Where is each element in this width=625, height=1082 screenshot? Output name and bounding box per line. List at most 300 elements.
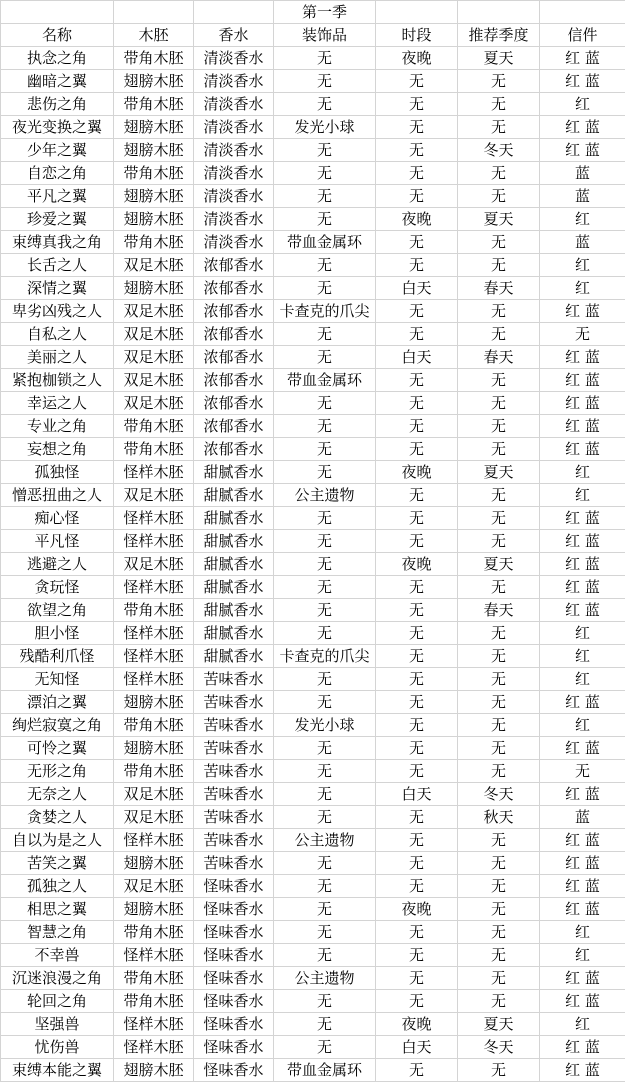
- letters-cell[interactable]: 红 蓝: [540, 852, 625, 875]
- header-blank-cell[interactable]: [194, 1, 274, 24]
- time-cell[interactable]: 无: [376, 323, 458, 346]
- decoration-cell[interactable]: 无: [274, 323, 376, 346]
- time-cell[interactable]: 无: [376, 93, 458, 116]
- time-cell[interactable]: 无: [376, 944, 458, 967]
- wood-base-cell[interactable]: 带角木胚: [114, 415, 194, 438]
- name-cell[interactable]: 残酷利爪怪: [1, 645, 114, 668]
- perfume-cell[interactable]: 甜腻香水: [194, 553, 274, 576]
- season-cell[interactable]: 无: [458, 484, 540, 507]
- season-cell[interactable]: 夏天: [458, 47, 540, 70]
- time-cell[interactable]: 无: [376, 622, 458, 645]
- time-cell[interactable]: 夜晚: [376, 898, 458, 921]
- decoration-cell[interactable]: 无: [274, 691, 376, 714]
- letters-cell[interactable]: 蓝: [540, 231, 625, 254]
- season-cell[interactable]: 无: [458, 438, 540, 461]
- perfume-cell[interactable]: 浓郁香水: [194, 346, 274, 369]
- time-cell[interactable]: 无: [376, 852, 458, 875]
- name-cell[interactable]: 相思之翼: [1, 898, 114, 921]
- column-header-letters[interactable]: 信件: [540, 24, 625, 47]
- name-cell[interactable]: 贪玩怪: [1, 576, 114, 599]
- time-cell[interactable]: 无: [376, 438, 458, 461]
- name-cell[interactable]: 夜光变换之翼: [1, 116, 114, 139]
- letters-cell[interactable]: 红: [540, 254, 625, 277]
- time-cell[interactable]: 无: [376, 806, 458, 829]
- time-cell[interactable]: 无: [376, 300, 458, 323]
- time-cell[interactable]: 无: [376, 714, 458, 737]
- season-cell[interactable]: 春天: [458, 599, 540, 622]
- wood-base-cell[interactable]: 带角木胚: [114, 714, 194, 737]
- perfume-cell[interactable]: 浓郁香水: [194, 438, 274, 461]
- letters-cell[interactable]: 红 蓝: [540, 438, 625, 461]
- name-cell[interactable]: 平凡之翼: [1, 185, 114, 208]
- wood-base-cell[interactable]: 双足木胚: [114, 346, 194, 369]
- decoration-cell[interactable]: 无: [274, 208, 376, 231]
- decoration-cell[interactable]: 无: [274, 254, 376, 277]
- time-cell[interactable]: 无: [376, 645, 458, 668]
- name-cell[interactable]: 长舌之人: [1, 254, 114, 277]
- time-cell[interactable]: 无: [376, 507, 458, 530]
- letters-cell[interactable]: 无: [540, 323, 625, 346]
- season-cell[interactable]: 无: [458, 1059, 540, 1082]
- header-blank-cell[interactable]: [540, 1, 625, 24]
- wood-base-cell[interactable]: 双足木胚: [114, 323, 194, 346]
- decoration-cell[interactable]: 无: [274, 668, 376, 691]
- name-cell[interactable]: 幸运之人: [1, 392, 114, 415]
- letters-cell[interactable]: 红 蓝: [540, 139, 625, 162]
- wood-base-cell[interactable]: 双足木胚: [114, 392, 194, 415]
- perfume-cell[interactable]: 甜腻香水: [194, 599, 274, 622]
- letters-cell[interactable]: 红 蓝: [540, 898, 625, 921]
- name-cell[interactable]: 卑劣凶残之人: [1, 300, 114, 323]
- wood-base-cell[interactable]: 双足木胚: [114, 783, 194, 806]
- decoration-cell[interactable]: 无: [274, 576, 376, 599]
- name-cell[interactable]: 束缚真我之角: [1, 231, 114, 254]
- name-cell[interactable]: 痴心怪: [1, 507, 114, 530]
- perfume-cell[interactable]: 怪味香水: [194, 1013, 274, 1036]
- decoration-cell[interactable]: 无: [274, 139, 376, 162]
- perfume-cell[interactable]: 甜腻香水: [194, 576, 274, 599]
- perfume-cell[interactable]: 怪味香水: [194, 967, 274, 990]
- wood-base-cell[interactable]: 怪样木胚: [114, 829, 194, 852]
- perfume-cell[interactable]: 浓郁香水: [194, 415, 274, 438]
- decoration-cell[interactable]: 无: [274, 1036, 376, 1059]
- time-cell[interactable]: 无: [376, 576, 458, 599]
- season-cell[interactable]: 无: [458, 898, 540, 921]
- wood-base-cell[interactable]: 怪样木胚: [114, 622, 194, 645]
- season-cell[interactable]: 无: [458, 323, 540, 346]
- decoration-cell[interactable]: 无: [274, 921, 376, 944]
- name-cell[interactable]: 自私之人: [1, 323, 114, 346]
- wood-base-cell[interactable]: 怪样木胚: [114, 944, 194, 967]
- perfume-cell[interactable]: 浓郁香水: [194, 392, 274, 415]
- letters-cell[interactable]: 红: [540, 622, 625, 645]
- time-cell[interactable]: 无: [376, 737, 458, 760]
- perfume-cell[interactable]: 甜腻香水: [194, 645, 274, 668]
- time-cell[interactable]: 无: [376, 668, 458, 691]
- decoration-cell[interactable]: 带血金属环: [274, 1059, 376, 1082]
- decoration-cell[interactable]: 无: [274, 553, 376, 576]
- time-cell[interactable]: 无: [376, 484, 458, 507]
- decoration-cell[interactable]: 无: [274, 737, 376, 760]
- perfume-cell[interactable]: 清淡香水: [194, 185, 274, 208]
- perfume-cell[interactable]: 苦味香水: [194, 691, 274, 714]
- wood-base-cell[interactable]: 双足木胚: [114, 553, 194, 576]
- name-cell[interactable]: 逃避之人: [1, 553, 114, 576]
- wood-base-cell[interactable]: 翅膀木胚: [114, 185, 194, 208]
- letters-cell[interactable]: 红: [540, 461, 625, 484]
- perfume-cell[interactable]: 苦味香水: [194, 829, 274, 852]
- season-cell[interactable]: 无: [458, 162, 540, 185]
- time-cell[interactable]: 无: [376, 967, 458, 990]
- name-cell[interactable]: 孤独之人: [1, 875, 114, 898]
- season-cell[interactable]: 无: [458, 944, 540, 967]
- name-cell[interactable]: 沉迷浪漫之角: [1, 967, 114, 990]
- season-cell[interactable]: 夏天: [458, 208, 540, 231]
- decoration-cell[interactable]: 无: [274, 783, 376, 806]
- season-cell[interactable]: 无: [458, 530, 540, 553]
- wood-base-cell[interactable]: 带角木胚: [114, 231, 194, 254]
- letters-cell[interactable]: 红: [540, 944, 625, 967]
- letters-cell[interactable]: 红 蓝: [540, 300, 625, 323]
- perfume-cell[interactable]: 苦味香水: [194, 783, 274, 806]
- decoration-cell[interactable]: 发光小球: [274, 116, 376, 139]
- wood-base-cell[interactable]: 翅膀木胚: [114, 898, 194, 921]
- wood-base-cell[interactable]: 带角木胚: [114, 93, 194, 116]
- wood-base-cell[interactable]: 翅膀木胚: [114, 691, 194, 714]
- letters-cell[interactable]: 红: [540, 208, 625, 231]
- perfume-cell[interactable]: 清淡香水: [194, 93, 274, 116]
- decoration-cell[interactable]: 无: [274, 185, 376, 208]
- letters-cell[interactable]: 红: [540, 645, 625, 668]
- name-cell[interactable]: 悲伤之角: [1, 93, 114, 116]
- decoration-cell[interactable]: 无: [274, 760, 376, 783]
- season-cell[interactable]: 无: [458, 829, 540, 852]
- time-cell[interactable]: 无: [376, 392, 458, 415]
- time-cell[interactable]: 白天: [376, 1036, 458, 1059]
- season-cell[interactable]: 无: [458, 300, 540, 323]
- time-cell[interactable]: 无: [376, 599, 458, 622]
- perfume-cell[interactable]: 清淡香水: [194, 47, 274, 70]
- letters-cell[interactable]: 红 蓝: [540, 875, 625, 898]
- decoration-cell[interactable]: 公主遗物: [274, 484, 376, 507]
- perfume-cell[interactable]: 浓郁香水: [194, 323, 274, 346]
- name-cell[interactable]: 自以为是之人: [1, 829, 114, 852]
- decoration-cell[interactable]: 无: [274, 93, 376, 116]
- name-cell[interactable]: 孤独怪: [1, 461, 114, 484]
- time-cell[interactable]: 无: [376, 139, 458, 162]
- header-blank-cell[interactable]: [376, 1, 458, 24]
- letters-cell[interactable]: 红 蓝: [540, 415, 625, 438]
- letters-cell[interactable]: 红: [540, 93, 625, 116]
- name-cell[interactable]: 坚强兽: [1, 1013, 114, 1036]
- time-cell[interactable]: 无: [376, 921, 458, 944]
- letters-cell[interactable]: 蓝: [540, 162, 625, 185]
- column-header-wood-base[interactable]: 木胚: [114, 24, 194, 47]
- decoration-cell[interactable]: 无: [274, 990, 376, 1013]
- season-cell[interactable]: 无: [458, 93, 540, 116]
- wood-base-cell[interactable]: 怪样木胚: [114, 530, 194, 553]
- season-title-cell[interactable]: 第一季: [274, 1, 376, 24]
- letters-cell[interactable]: 红 蓝: [540, 47, 625, 70]
- name-cell[interactable]: 美丽之人: [1, 346, 114, 369]
- decoration-cell[interactable]: 无: [274, 277, 376, 300]
- perfume-cell[interactable]: 苦味香水: [194, 668, 274, 691]
- decoration-cell[interactable]: 发光小球: [274, 714, 376, 737]
- wood-base-cell[interactable]: 怪样木胚: [114, 507, 194, 530]
- letters-cell[interactable]: 红 蓝: [540, 576, 625, 599]
- decoration-cell[interactable]: 无: [274, 806, 376, 829]
- wood-base-cell[interactable]: 带角木胚: [114, 921, 194, 944]
- time-cell[interactable]: 无: [376, 70, 458, 93]
- wood-base-cell[interactable]: 带角木胚: [114, 967, 194, 990]
- name-cell[interactable]: 无形之角: [1, 760, 114, 783]
- time-cell[interactable]: 无: [376, 530, 458, 553]
- letters-cell[interactable]: 红 蓝: [540, 967, 625, 990]
- decoration-cell[interactable]: 无: [274, 530, 376, 553]
- name-cell[interactable]: 少年之翼: [1, 139, 114, 162]
- decoration-cell[interactable]: 无: [274, 346, 376, 369]
- season-cell[interactable]: 冬天: [458, 139, 540, 162]
- time-cell[interactable]: 无: [376, 185, 458, 208]
- decoration-cell[interactable]: 无: [274, 944, 376, 967]
- perfume-cell[interactable]: 清淡香水: [194, 70, 274, 93]
- season-cell[interactable]: 无: [458, 737, 540, 760]
- name-cell[interactable]: 智慧之角: [1, 921, 114, 944]
- season-cell[interactable]: 无: [458, 70, 540, 93]
- season-cell[interactable]: 无: [458, 875, 540, 898]
- name-cell[interactable]: 紧抱枷锁之人: [1, 369, 114, 392]
- season-cell[interactable]: 冬天: [458, 1036, 540, 1059]
- decoration-cell[interactable]: 带血金属环: [274, 369, 376, 392]
- wood-base-cell[interactable]: 带角木胚: [114, 599, 194, 622]
- wood-base-cell[interactable]: 双足木胚: [114, 875, 194, 898]
- perfume-cell[interactable]: 清淡香水: [194, 116, 274, 139]
- letters-cell[interactable]: 蓝: [540, 185, 625, 208]
- wood-base-cell[interactable]: 双足木胚: [114, 254, 194, 277]
- time-cell[interactable]: 夜晚: [376, 461, 458, 484]
- column-header-decoration[interactable]: 装饰品: [274, 24, 376, 47]
- perfume-cell[interactable]: 甜腻香水: [194, 461, 274, 484]
- column-header-perfume[interactable]: 香水: [194, 24, 274, 47]
- letters-cell[interactable]: 红 蓝: [540, 392, 625, 415]
- letters-cell[interactable]: 红: [540, 277, 625, 300]
- column-header-name[interactable]: 名称: [1, 24, 114, 47]
- wood-base-cell[interactable]: 双足木胚: [114, 484, 194, 507]
- perfume-cell[interactable]: 清淡香水: [194, 139, 274, 162]
- perfume-cell[interactable]: 怪味香水: [194, 944, 274, 967]
- season-cell[interactable]: 夏天: [458, 1013, 540, 1036]
- season-cell[interactable]: 无: [458, 254, 540, 277]
- perfume-cell[interactable]: 苦味香水: [194, 737, 274, 760]
- season-cell[interactable]: 冬天: [458, 783, 540, 806]
- letters-cell[interactable]: 红 蓝: [540, 691, 625, 714]
- column-header-time[interactable]: 时段: [376, 24, 458, 47]
- wood-base-cell[interactable]: 翅膀木胚: [114, 1059, 194, 1082]
- season-cell[interactable]: 秋天: [458, 806, 540, 829]
- letters-cell[interactable]: 红 蓝: [540, 990, 625, 1013]
- season-cell[interactable]: 无: [458, 116, 540, 139]
- decoration-cell[interactable]: 无: [274, 599, 376, 622]
- perfume-cell[interactable]: 浓郁香水: [194, 254, 274, 277]
- letters-cell[interactable]: 红 蓝: [540, 116, 625, 139]
- wood-base-cell[interactable]: 双足木胚: [114, 806, 194, 829]
- name-cell[interactable]: 轮回之角: [1, 990, 114, 1013]
- perfume-cell[interactable]: 怪味香水: [194, 921, 274, 944]
- perfume-cell[interactable]: 甜腻香水: [194, 622, 274, 645]
- wood-base-cell[interactable]: 带角木胚: [114, 990, 194, 1013]
- wood-base-cell[interactable]: 翅膀木胚: [114, 208, 194, 231]
- time-cell[interactable]: 白天: [376, 783, 458, 806]
- perfume-cell[interactable]: 怪味香水: [194, 875, 274, 898]
- letters-cell[interactable]: 红 蓝: [540, 346, 625, 369]
- header-blank-cell[interactable]: [458, 1, 540, 24]
- letters-cell[interactable]: 红 蓝: [540, 599, 625, 622]
- season-cell[interactable]: 春天: [458, 346, 540, 369]
- decoration-cell[interactable]: 无: [274, 47, 376, 70]
- decoration-cell[interactable]: 无: [274, 852, 376, 875]
- column-header-season[interactable]: 推荐季度: [458, 24, 540, 47]
- time-cell[interactable]: 无: [376, 231, 458, 254]
- season-cell[interactable]: 无: [458, 185, 540, 208]
- perfume-cell[interactable]: 怪味香水: [194, 1059, 274, 1082]
- season-cell[interactable]: 无: [458, 852, 540, 875]
- decoration-cell[interactable]: 卡查克的爪尖: [274, 645, 376, 668]
- name-cell[interactable]: 漂泊之翼: [1, 691, 114, 714]
- season-cell[interactable]: 无: [458, 392, 540, 415]
- name-cell[interactable]: 憎恶扭曲之人: [1, 484, 114, 507]
- time-cell[interactable]: 无: [376, 116, 458, 139]
- decoration-cell[interactable]: 卡查克的爪尖: [274, 300, 376, 323]
- letters-cell[interactable]: 红: [540, 714, 625, 737]
- wood-base-cell[interactable]: 翅膀木胚: [114, 139, 194, 162]
- perfume-cell[interactable]: 怪味香水: [194, 898, 274, 921]
- time-cell[interactable]: 夜晚: [376, 47, 458, 70]
- wood-base-cell[interactable]: 带角木胚: [114, 760, 194, 783]
- name-cell[interactable]: 深情之翼: [1, 277, 114, 300]
- season-cell[interactable]: 无: [458, 415, 540, 438]
- wood-base-cell[interactable]: 带角木胚: [114, 438, 194, 461]
- letters-cell[interactable]: 红 蓝: [540, 737, 625, 760]
- decoration-cell[interactable]: 无: [274, 392, 376, 415]
- wood-base-cell[interactable]: 怪样木胚: [114, 1013, 194, 1036]
- perfume-cell[interactable]: 浓郁香水: [194, 277, 274, 300]
- letters-cell[interactable]: 红: [540, 484, 625, 507]
- header-blank-cell[interactable]: [1, 1, 114, 24]
- perfume-cell[interactable]: 甜腻香水: [194, 507, 274, 530]
- time-cell[interactable]: 无: [376, 254, 458, 277]
- time-cell[interactable]: 白天: [376, 346, 458, 369]
- perfume-cell[interactable]: 苦味香水: [194, 714, 274, 737]
- name-cell[interactable]: 苦笑之翼: [1, 852, 114, 875]
- decoration-cell[interactable]: 无: [274, 622, 376, 645]
- letters-cell[interactable]: 红 蓝: [540, 70, 625, 93]
- name-cell[interactable]: 胆小怪: [1, 622, 114, 645]
- wood-base-cell[interactable]: 带角木胚: [114, 47, 194, 70]
- time-cell[interactable]: 夜晚: [376, 208, 458, 231]
- perfume-cell[interactable]: 清淡香水: [194, 208, 274, 231]
- time-cell[interactable]: 无: [376, 829, 458, 852]
- name-cell[interactable]: 幽暗之翼: [1, 70, 114, 93]
- perfume-cell[interactable]: 浓郁香水: [194, 300, 274, 323]
- time-cell[interactable]: 无: [376, 990, 458, 1013]
- wood-base-cell[interactable]: 怪样木胚: [114, 576, 194, 599]
- name-cell[interactable]: 无奈之人: [1, 783, 114, 806]
- season-cell[interactable]: 夏天: [458, 553, 540, 576]
- name-cell[interactable]: 平凡怪: [1, 530, 114, 553]
- wood-base-cell[interactable]: 怪样木胚: [114, 461, 194, 484]
- time-cell[interactable]: 无: [376, 875, 458, 898]
- wood-base-cell[interactable]: 怪样木胚: [114, 645, 194, 668]
- decoration-cell[interactable]: 无: [274, 898, 376, 921]
- season-cell[interactable]: 无: [458, 668, 540, 691]
- time-cell[interactable]: 夜晚: [376, 553, 458, 576]
- perfume-cell[interactable]: 苦味香水: [194, 760, 274, 783]
- name-cell[interactable]: 执念之角: [1, 47, 114, 70]
- name-cell[interactable]: 可怜之翼: [1, 737, 114, 760]
- decoration-cell[interactable]: 公主遗物: [274, 967, 376, 990]
- perfume-cell[interactable]: 清淡香水: [194, 231, 274, 254]
- time-cell[interactable]: 无: [376, 760, 458, 783]
- perfume-cell[interactable]: 苦味香水: [194, 806, 274, 829]
- time-cell[interactable]: 无: [376, 415, 458, 438]
- letters-cell[interactable]: 红 蓝: [540, 553, 625, 576]
- name-cell[interactable]: 束缚本能之翼: [1, 1059, 114, 1082]
- decoration-cell[interactable]: 无: [274, 1013, 376, 1036]
- name-cell[interactable]: 妄想之角: [1, 438, 114, 461]
- time-cell[interactable]: 无: [376, 369, 458, 392]
- season-cell[interactable]: 无: [458, 714, 540, 737]
- wood-base-cell[interactable]: 带角木胚: [114, 162, 194, 185]
- name-cell[interactable]: 珍爱之翼: [1, 208, 114, 231]
- wood-base-cell[interactable]: 翅膀木胚: [114, 70, 194, 93]
- decoration-cell[interactable]: 无: [274, 438, 376, 461]
- letters-cell[interactable]: 蓝: [540, 806, 625, 829]
- season-cell[interactable]: 无: [458, 760, 540, 783]
- wood-base-cell[interactable]: 双足木胚: [114, 369, 194, 392]
- wood-base-cell[interactable]: 怪样木胚: [114, 668, 194, 691]
- letters-cell[interactable]: 红 蓝: [540, 1059, 625, 1082]
- letters-cell[interactable]: 红 蓝: [540, 530, 625, 553]
- time-cell[interactable]: 无: [376, 691, 458, 714]
- decoration-cell[interactable]: 无: [274, 70, 376, 93]
- letters-cell[interactable]: 红 蓝: [540, 783, 625, 806]
- letters-cell[interactable]: 红 蓝: [540, 829, 625, 852]
- decoration-cell[interactable]: 无: [274, 875, 376, 898]
- wood-base-cell[interactable]: 双足木胚: [114, 300, 194, 323]
- decoration-cell[interactable]: 带血金属环: [274, 231, 376, 254]
- decoration-cell[interactable]: 公主遗物: [274, 829, 376, 852]
- season-cell[interactable]: 无: [458, 921, 540, 944]
- name-cell[interactable]: 绚烂寂寞之角: [1, 714, 114, 737]
- season-cell[interactable]: 无: [458, 691, 540, 714]
- name-cell[interactable]: 不幸兽: [1, 944, 114, 967]
- letters-cell[interactable]: 红: [540, 1013, 625, 1036]
- perfume-cell[interactable]: 浓郁香水: [194, 369, 274, 392]
- letters-cell[interactable]: 无: [540, 760, 625, 783]
- season-cell[interactable]: 夏天: [458, 461, 540, 484]
- season-cell[interactable]: 无: [458, 967, 540, 990]
- season-cell[interactable]: 无: [458, 576, 540, 599]
- wood-base-cell[interactable]: 翅膀木胚: [114, 737, 194, 760]
- wood-base-cell[interactable]: 翅膀木胚: [114, 116, 194, 139]
- letters-cell[interactable]: 红 蓝: [540, 1036, 625, 1059]
- letters-cell[interactable]: 红 蓝: [540, 369, 625, 392]
- wood-base-cell[interactable]: 翅膀木胚: [114, 852, 194, 875]
- name-cell[interactable]: 忧伤兽: [1, 1036, 114, 1059]
- perfume-cell[interactable]: 清淡香水: [194, 162, 274, 185]
- perfume-cell[interactable]: 怪味香水: [194, 990, 274, 1013]
- season-cell[interactable]: 无: [458, 990, 540, 1013]
